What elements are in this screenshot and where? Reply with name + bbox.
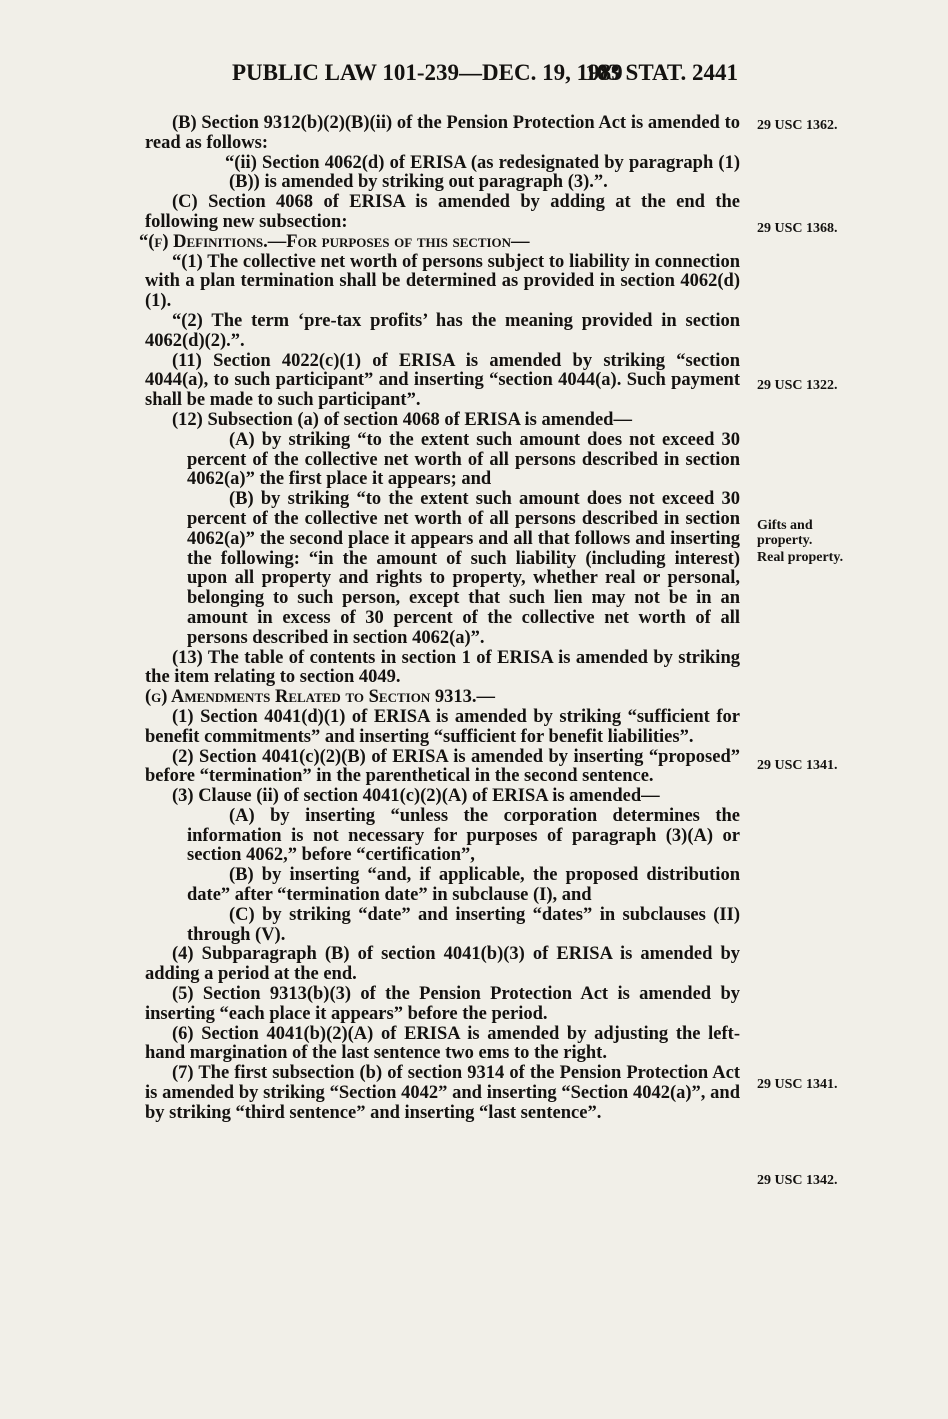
definition-2: “(2) The term ‘pre-tax profits’ has the meaning provided in section 4062(d)(2).”.: [145, 310, 740, 351]
subsection-g-heading: (g) Amendments Related to Section 9313.—: [145, 687, 495, 708]
header-law-date: PUBLIC LAW 101-239—DEC. 19, 1989: [232, 60, 623, 85]
paragraph-g-3: (3) Clause (ii) of section 4041(c)(2)(A) of ERISA is amended—: [172, 786, 660, 807]
paragraph-12-b: (B) by striking “to the extent such amount does not exceed 30 percent of the collective net worth of all persons described in section 4062(a)” the second place it appears and all that follows and inserting the following: “in the amount of such liability (including interest) upon all property and rights to property, whether real or personal, belonging to such person, except that such lien may not be in an amount in excess of 30 percent of the collective net worth of all persons described in section 4062(a)”.: [187, 489, 740, 648]
paragraph-g-2: (2) Section 4041(c)(2)(B) of ERISA is amended by inserting “proposed” before “termination” in the parenthetical in the second sentence.: [145, 746, 740, 787]
paragraph-b-9312: (B) Section 9312(b)(2)(B)(ii) of the Pension Protection Act is amended to read as follows:: [145, 113, 740, 153]
paragraph-g-3-c: (C) by striking “date” and inserting “dates” in subclauses (II) through (V).: [187, 904, 740, 945]
margin-note-1362: 29 USC 1362.: [757, 118, 838, 133]
margin-note-1342: 29 USC 1342.: [757, 1173, 838, 1188]
header-stat-page: 103 STAT. 2441: [585, 60, 738, 85]
paragraph-g-3-a: (A) by inserting “unless the corporation determines the information is not necessary for purposes of paragraph (3)(A) or section 4062,” before “certification”,: [187, 805, 740, 866]
quoted-clause-ii: “(ii) Section 4062(d) of ERISA (as redesignated by paragraph (1)(B)) is amended by striking out paragraph (3).”.: [225, 152, 740, 193]
paragraph-11: (11) Section 4022(c)(1) of ERISA is amended by striking “section 4044(a), to such participant” and inserting “section 4044(a). Such payment shall be made to such participant”.: [145, 350, 740, 411]
paragraph-13: (13) The table of contents in section 1 of ERISA is amended by striking the item relating to section 4049.: [145, 647, 740, 688]
definition-1: “(1) The collective net worth of persons subject to liability in connection with a plan termination shall be determined as provided in section 4062(d)(1).: [145, 251, 740, 312]
paragraph-g-7: (7) The first subsection (b) of section 9314 of the Pension Protection Act is amended by striking “Section 4042” and inserting “Section 4042(a)”, and by striking “third sentence” and inserting “last sentence”.: [145, 1063, 740, 1123]
margin-note-1341-a: 29 USC 1341.: [757, 758, 838, 773]
margin-note-1341-b: 29 USC 1341.: [757, 1077, 838, 1092]
paragraph-12-a: (A) by striking “to the extent such amount does not exceed 30 percent of the collective net worth of all persons described in section 4062(a)” the first place it appears; and: [187, 429, 740, 490]
subsection-f-definitions: “(f) Definitions.—For purposes of this section—: [139, 231, 530, 252]
margin-note-gifts-property: Gifts and property.: [757, 518, 813, 548]
margin-note-1368: 29 USC 1368.: [757, 221, 838, 236]
margin-note-real-property: Real property.: [757, 550, 844, 565]
paragraph-g-5: (5) Section 9313(b)(3) of the Pension Protection Act is amended by inserting “each place it appears” before the period.: [145, 984, 740, 1024]
paragraph-g-4: (4) Subparagraph (B) of section 4041(b)(3) of ERISA is amended by adding a period at the end.: [145, 944, 740, 985]
statute-body: [139, 113, 740, 1124]
running-header: [232, 60, 738, 90]
paragraph-c-4068: (C) Section 4068 of ERISA is amended by adding at the end the following new subsection:: [145, 192, 740, 232]
paragraph-12: (12) Subsection (a) of section 4068 of ERISA is amended—: [172, 409, 632, 430]
margin-note-1322: 29 USC 1322.: [757, 378, 838, 393]
paragraph-g-3-b: (B) by inserting “and, if applicable, the proposed distribution date” after “termination date” in subclause (I), and: [187, 865, 740, 906]
paragraph-g-1: (1) Section 4041(d)(1) of ERISA is amended by striking “sufficient for benefit commitments” and inserting “sufficient for benefit liabilities”.: [145, 706, 740, 747]
paragraph-g-6: (6) Section 4041(b)(2)(A) of ERISA is amended by adjusting the left-hand margination of the last sentence two ems to the right.: [145, 1023, 740, 1064]
